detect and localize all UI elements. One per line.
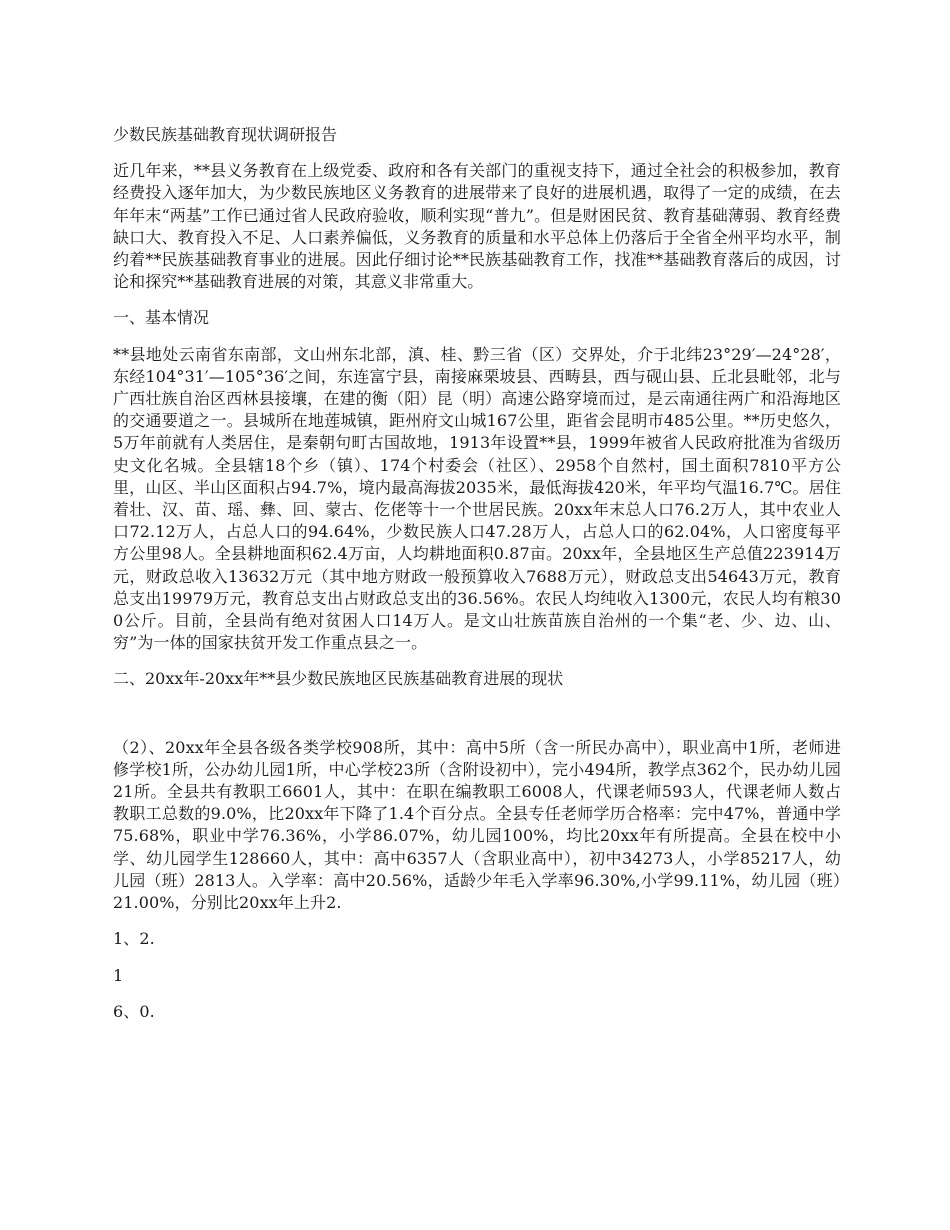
fragment-line-2: 1 <box>113 965 124 985</box>
status-paragraph: （2）、20xx年全县各级各类学校908所，其中：高中5所（含一所民办高中），职业高中1所，老师进修学校1所，公办幼儿园1所，中心学校23所（含附设初中），完小494所，教学点362个，民办幼儿园21所。全县共有教职工6601人，其中：在职在编教职工6008人，代课老师593人，代课老师人数占教职工总数的9.0%，比20xx年下降了1.4个百分点。全县专任老师学历合格率：完中47%，普通中学75.68%，职业中学76.36%，小学86.07%，幼儿园100%，均比20xx年有所提高。全县在校中小学、幼儿园学生128660人，其中：高中6357人（含职业高中），初中34273人，小学85217人，幼儿园（班）2813人。入学率：高中20.56%，适龄少年毛入学率96.30%,小学99.11%，幼儿园（班）21.00%，分别比20xx年上升2. <box>113 737 841 913</box>
basic-info-paragraph: **县地处云南省东南部，文山州东北部，滇、桂、黔三省（区）交界处，介于北纬23°29′—24°28′，东经104°31′—105°36′之间，东连富宁县，南接麻栗坡县、西畴县，西与砚山县、丘北县毗邻，北与广西壮族自治区西林县接壤，在建的衡（阳）昆（明）高速公路穿境而过，是云南通往两广和沿海地区的交通要道之一。县城所在地莲城镇，距州府文山城167公里，距省会昆明市485公里。**历史悠久，5万年前就有人类居住，是秦朝句町古国故地，1913年设置**县，1999年被省人民政府批准为省级历史文化名城。全县辖18个乡（镇）、174个村委会（社区）、2958个自然村，国土面积7810平方公里，山区、半山区面积占94.7%，境内最高海拔2035米，最低海拔420米，年平均气温16.7℃。居住着壮、汉、苗、瑶、彝、回、蒙古、仡佬等十一个世居民族。20xx年末总人口76.2万人，其中农业人口72.12万人，占总人口的94.64%，少数民族人口47.28万人，占总人口的62.04%，人口密度每平方公里98人。全县耕地面积62.4万亩，人均耕地面积0.87亩。20xx年，全县地区生产总值223914万元，财政总收入13632万元（其中地方财政一般预算收入7688万元），财政总支出54643万元，教育总支出19979万元，教育总支出占财政总支出的36.56%。农民人均纯收入1300元，农民人均有粮300公斤。目前，全县尚有绝对贫困人口14万人。是文山壮族苗族自治州的一个集“老、少、边、山、穷”为一体的国家扶贫开发工作重点县之一。 <box>113 344 841 653</box>
section-heading-basic-info: 一、基本情况 <box>113 308 210 328</box>
document-title: 少数民族基础教育现状调研报告 <box>113 125 338 144</box>
fragment-line-3: 6、0. <box>113 1001 155 1021</box>
intro-paragraph: 近几年来，**县义务教育在上级党委、政府和各有关部门的重视支持下，通过全社会的积极参加，教育经费投入逐年加大，为少数民族地区义务教育的进展带来了良好的进展机遇，取得了一定的成绩，在去年年末“两基”工作已通过省人民政府验收，顺利实现“普九”。但是财困民贫、教育基础薄弱、教育经费缺口大、教育投入不足、人口素养偏低，义务教育的质量和水平总体上仍落后于全省全州平均水平，制约着**民族基础教育事业的进展。因此仔细讨论**民族基础教育工作，找准**基础教育落后的成因，讨论和探究**基础教育进展的对策，其意义非常重大。 <box>113 161 841 292</box>
fragment-line-1: 1、2. <box>113 929 155 949</box>
section-heading-status: 二、20xx年-20xx年**县少数民族地区民族基础教育进展的现状 <box>113 669 564 689</box>
document-page <box>113 124 841 1023</box>
